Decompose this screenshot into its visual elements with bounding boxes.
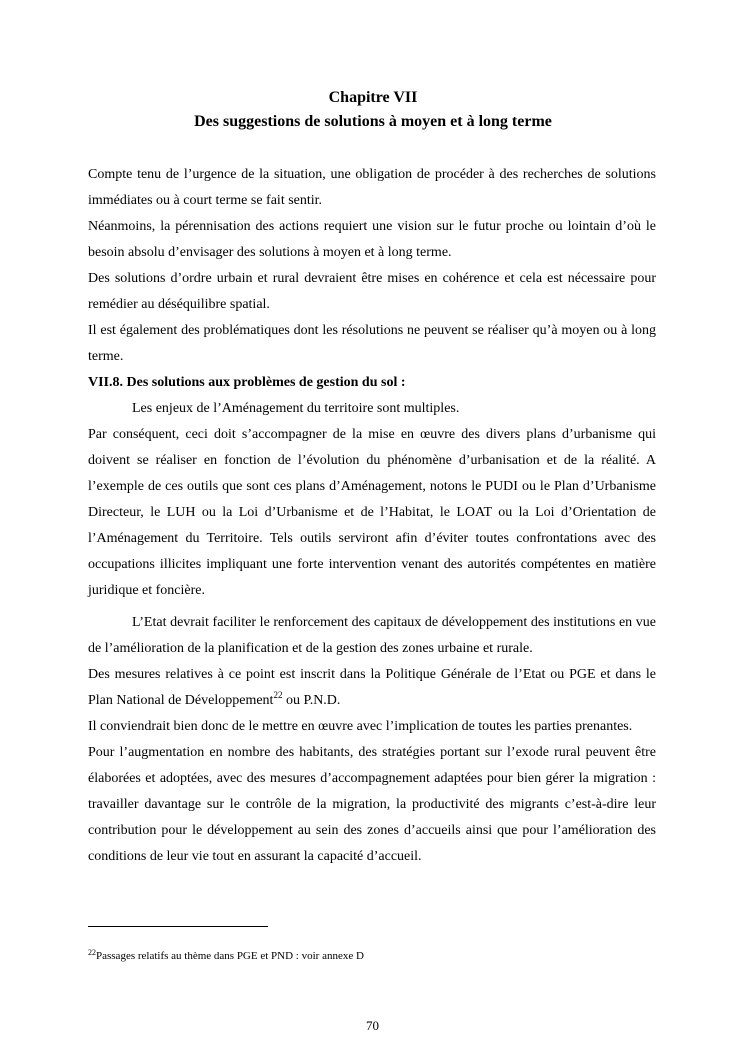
intro-paragraph-4: Il est également des problématiques dont les résolutions ne peuvent se réaliser qu’à moyen ou à long terme.: [88, 323, 656, 364]
footnote-reference[interactable]: 22: [273, 690, 283, 700]
paragraph-4-text: Des mesures relatives à ce point est inscrit dans la Politique Générale de l’Etat ou PGE et dans le Plan National de Développement: [88, 667, 656, 708]
body-text: [88, 162, 656, 870]
intro-paragraph-1: Compte tenu de l’urgence de la situation, une obligation de procéder à des recherches de solutions immédiates ou à court terme se fait sentir.: [88, 167, 656, 208]
section-paragraph-5: Il conviendrait bien donc de le mettre en œuvre avec l’implication de toutes les parties prenantes.: [88, 719, 633, 734]
section-paragraph-2: Par conséquent, ceci doit s’accompagner de la mise en œuvre des divers plans d’urbanisme qui doivent se réaliser en fonction de l’évolution du phénomène d’urbanisation et de la réalité. A l’exemple de ces outils que sont ces plans d’Aménagement, notons le PUDI ou le Plan d’Urbanisme Directeur, le LUH ou la Loi d’Urbanisme et de l’Habitat, le LOAT ou la Loi d’Orientation de l’Aménagement du Territoire. Tels outils serviront afin d’éviter toutes confrontations avec des occupations illicites impliquant une forte intervention venant des autorités compétentes en matière juridique et foncière.: [88, 427, 656, 598]
chapter-label: Chapitre VII: [328, 89, 418, 106]
footnote: [88, 948, 656, 964]
section-paragraph-4: [88, 662, 656, 714]
chapter-title: Des suggestions de solutions à moyen et à long terme: [194, 113, 552, 130]
intro-paragraph-2: Néanmoins, la pérennisation des actions requiert une vision sur le futur proche ou lointain d’où le besoin absolu d’envisager des solutions à moyen et à long terme.: [88, 219, 656, 260]
footnote-separator: [88, 926, 268, 927]
section-paragraph-3: L’Etat devrait faciliter le renforcement des capitaux de développement des institutions en vue de l’amélioration de la planification et de la gestion des zones urbaine et rurale.: [88, 615, 656, 656]
intro-paragraph-3: Des solutions d’ordre urbain et rural devraient être mises en cohérence et cela est nécessaire pour remédier au déséquilibre spatial.: [88, 271, 656, 312]
page-number: 70: [366, 1018, 379, 1033]
footnote-text: Passages relatifs au thème dans PGE et PND : voir annexe D: [96, 950, 364, 962]
footnote-number: 22: [88, 948, 96, 957]
section-paragraph-1: Les enjeux de l’Aménagement du territoire sont multiples.: [132, 401, 460, 416]
section-heading: VII.8. Des solutions aux problèmes de gestion du sol :: [88, 375, 406, 390]
paragraph-4-tail: ou P.N.D.: [282, 693, 341, 708]
section-paragraph-6: Pour l’augmentation en nombre des habitants, des stratégies portant sur l’exode rural peuvent être élaborées et adoptées, avec des mesures d’accompagnement adaptées pour bien gérer la migration : travailler davantage sur le contrôle de la migration, la productivité des migrants c’est-à-dire leur contribution pour le développement au sein des zones d’accueils ainsi que pour l’amélioration des conditions de leur vie tout en assurant la capacité d’accueil.: [88, 745, 656, 864]
